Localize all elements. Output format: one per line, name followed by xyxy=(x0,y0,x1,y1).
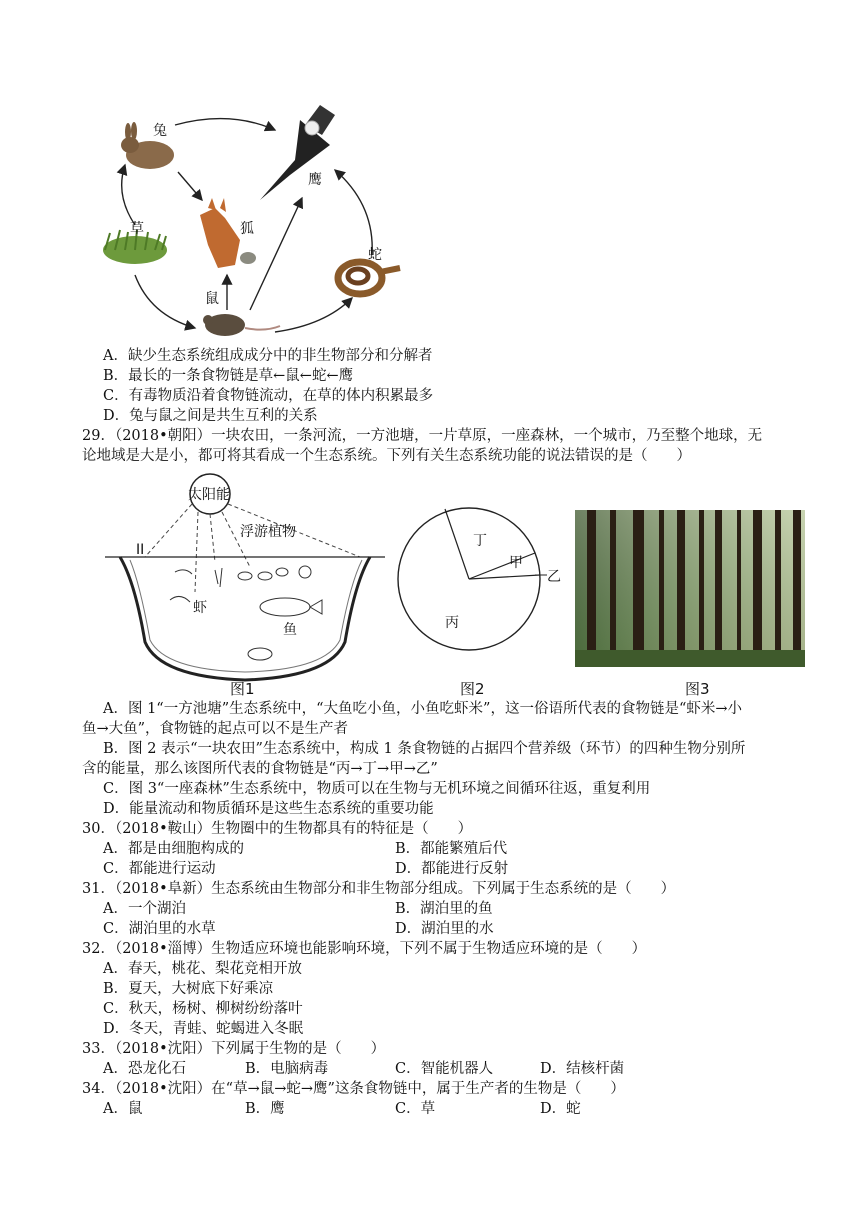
label-fox: 狐 xyxy=(240,221,254,237)
q29-stem-line-2: 论地域是大是小，都可将其看成一个生态系统。下列有关生态系统功能的说法错误的是（ ） xyxy=(82,448,691,464)
q31-option-b: B．湖泊里的鱼 xyxy=(395,901,493,917)
q34-option-a: A．鼠 xyxy=(103,1101,143,1117)
q31-option-d: D．湖泊里的水 xyxy=(395,921,494,937)
figure-1-pond xyxy=(100,472,390,697)
q32-option-a: A．春天，桃花、梨花竞相开放 xyxy=(103,961,302,977)
q29-option-a-line-1: A．图 1“一方池塘”生态系统中，“大鱼吃小鱼，小鱼吃虾米”，这一俗语所代表的食物链是“虾米→小 xyxy=(103,701,743,717)
q33-stem: 33．（2018•沈阳）下列属于生物的是（ ） xyxy=(82,1041,386,1057)
q33-option-b: B．电脑病毒 xyxy=(245,1061,329,1077)
q33-option-a: A．恐龙化石 xyxy=(103,1061,186,1077)
q34-option-d: D．蛇 xyxy=(540,1101,581,1117)
q29-option-a-line-2: 鱼→大鱼”，食物链的起点可以不是生产者 xyxy=(82,721,349,737)
label-grass: 草 xyxy=(130,221,144,237)
sun-label: 太阳能 xyxy=(188,487,230,503)
q32-option-b: B．夏天，大树底下好乘凉 xyxy=(103,981,274,997)
pie-label-bing: 丙 xyxy=(445,615,459,631)
q28-option-c: C．有毒物质沿着食物链流动，在草的体内积累最多 xyxy=(103,388,434,404)
q29-option-b-line-2: 含的能量，那么该图所代表的食物链是“丙→丁→甲→乙” xyxy=(82,761,438,777)
q32-stem: 32．（2018•淄博）生物适应环境也能影响环境，下列不属于生物适应环境的是（ ） xyxy=(82,941,647,957)
mouse-image xyxy=(203,314,280,336)
q34-option-b: B．鹰 xyxy=(245,1101,285,1117)
figure-2-caption: 图2 xyxy=(460,680,485,697)
q33-option-c: C．智能机器人 xyxy=(395,1061,494,1077)
pond-basin xyxy=(120,557,370,680)
q29-option-d: D．能量流动和物质循环是这些生态系统的重要功能 xyxy=(103,801,434,817)
shrimp-label: 虾 xyxy=(193,600,207,616)
arrow-rabbit-to-eagle xyxy=(175,119,275,130)
figure-2-pie xyxy=(395,505,570,697)
snake-image xyxy=(338,262,400,294)
label-snake: 蛇 xyxy=(368,247,382,263)
q30-option-d: D．都能进行反射 xyxy=(395,861,509,877)
plankton-label: 浮游植物 xyxy=(240,524,296,540)
figure-1-caption: 图1 xyxy=(230,680,255,697)
label-rabbit: 兔 xyxy=(153,123,167,139)
arrow-grass-to-mouse xyxy=(135,275,195,328)
arrow-rabbit-to-fox xyxy=(178,172,202,200)
pie-label-yi: 乙 xyxy=(547,569,561,585)
food-web-diagram xyxy=(90,100,430,345)
q34-option-c: C．草 xyxy=(395,1101,436,1117)
q33-option-d: D．结核杆菌 xyxy=(540,1061,625,1077)
q31-option-c: C．湖泊里的水草 xyxy=(103,921,216,937)
q34-stem: 34．（2018•沈阳）在“草→鼠→蛇→鹰”这条食物链中，属于生产者的生物是（ ） xyxy=(82,1081,625,1097)
label-eagle: 鹰 xyxy=(308,172,322,188)
arrow-mouse-to-snake xyxy=(275,298,352,332)
q30-stem: 30．（2018•鞍山）生物圈中的生物都具有的特征是（ ） xyxy=(82,821,473,837)
q29-option-b-line-1: B．图 2 表示“一块农田”生态系统中，构成 1 条食物链的占据四个营养级（环节）的四种生物分别所 xyxy=(103,741,746,757)
q28-option-a: A．缺少生态系统组成成分中的非生物部分和分解者 xyxy=(103,348,433,364)
fish-label: 鱼 xyxy=(283,622,297,638)
eagle-image xyxy=(260,105,335,200)
q29-option-c: C．图 3“一座森林”生态系统中，物质可以在生物与无机环境之间循环往返，重复利用 xyxy=(103,781,651,797)
q30-option-b: B．都能繁殖后代 xyxy=(395,841,508,857)
q32-option-d: D．冬天，青蛙、蛇蝎进入冬眠 xyxy=(103,1021,304,1037)
q32-option-c: C．秋天，杨树、柳树纷纷落叶 xyxy=(103,1001,303,1017)
figure-3-caption: 图3 xyxy=(685,680,710,697)
q29-stem-line-1: 29．（2018•朝阳）一块农田，一条河流，一方池塘，一片草原，一座森林，一个城市，乃至整个地球，无 xyxy=(82,428,763,444)
q28-option-b: B．最长的一条食物链是草←鼠←蛇←鹰 xyxy=(103,368,354,384)
arrow-mouse-to-eagle xyxy=(250,198,302,310)
label-mouse: 鼠 xyxy=(205,291,219,307)
arrow-grass-to-rabbit xyxy=(122,165,135,225)
pie-label-jia: 甲 xyxy=(509,555,523,571)
q30-option-a: A．都是由细胞构成的 xyxy=(103,841,244,857)
q30-option-c: C．都能进行运动 xyxy=(103,861,216,877)
q31-option-a: A．一个湖泊 xyxy=(103,901,186,917)
figure-3-forest xyxy=(575,510,805,697)
arrow-snake-to-eagle xyxy=(335,170,372,255)
q31-stem: 31．（2018•阜新）生态系统由生物部分和非生物部分组成。下列属于生态系统的是（ ） xyxy=(82,881,676,897)
q28-option-d: D．兔与鼠之间是共生互利的关系 xyxy=(103,408,318,424)
mark-ii: II xyxy=(136,542,145,558)
pie-label-ding: 丁 xyxy=(473,533,487,549)
